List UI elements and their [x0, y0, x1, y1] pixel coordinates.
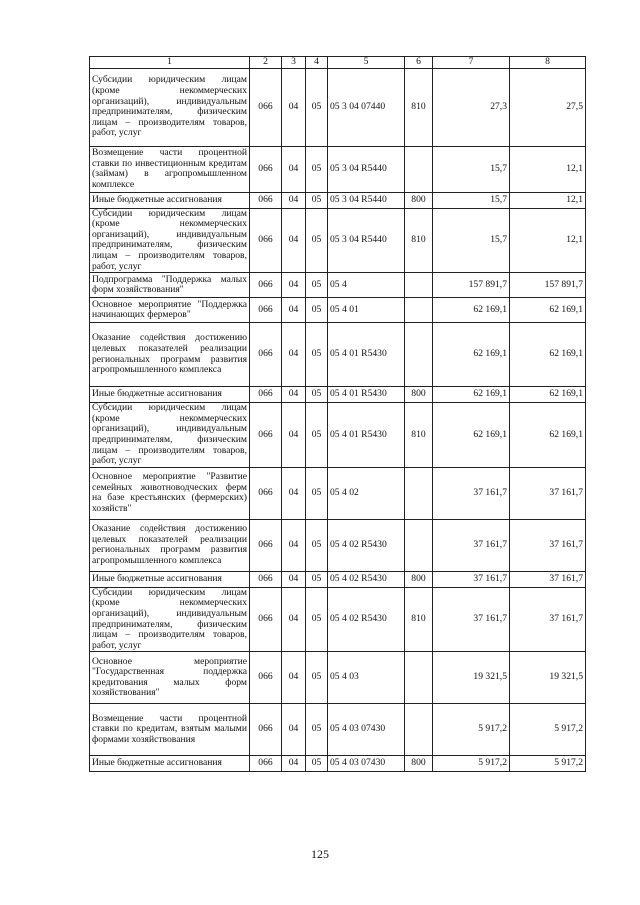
amount-year2-cell: 62 169,1 — [510, 387, 586, 403]
row-name-cell: Возмещение части процентной ставки по кредитам, взятым малыми формами хозяйствования — [90, 704, 250, 756]
table-row — [90, 519, 586, 571]
grbs-code-cell: 066 — [250, 519, 282, 571]
section-code-cell: 04 — [282, 756, 306, 772]
row-name-cell: Иные бюджетные ассигнования — [90, 387, 250, 403]
section-code-cell: 04 — [282, 323, 306, 387]
table-header-row — [90, 57, 586, 69]
table-row — [90, 704, 586, 756]
amount-year1-cell: 27,3 — [433, 68, 510, 146]
amount-year1-cell: 37 161,7 — [433, 519, 510, 571]
expense-type-cell: 800 — [405, 192, 433, 208]
budget-table — [89, 56, 586, 772]
amount-year1-cell: 15,7 — [433, 192, 510, 208]
target-article-cell: 05 4 01 — [328, 298, 405, 323]
table-row — [90, 298, 586, 323]
table-row — [90, 68, 586, 146]
section-code-cell: 04 — [282, 68, 306, 146]
row-name-cell: Субсидии юридическим лицам (кроме некоммерческих организаций), индивидуальным предпринимателям, физическим лицам – производителям товаров, работ, услуг — [90, 403, 250, 468]
expense-type-cell — [405, 298, 433, 323]
subsection-code-cell: 05 — [306, 467, 328, 519]
table-body — [90, 68, 586, 772]
target-article-cell: 05 3 04 07440 — [328, 68, 405, 146]
expense-type-cell: 800 — [405, 571, 433, 587]
section-code-cell: 04 — [282, 273, 306, 298]
amount-year2-cell: 12,1 — [510, 208, 586, 273]
subsection-code-cell: 05 — [306, 519, 328, 571]
expense-type-cell: 800 — [405, 756, 433, 772]
amount-year1-cell: 37 161,7 — [433, 587, 510, 652]
subsection-code-cell: 05 — [306, 704, 328, 756]
row-name-cell: Основное мероприятие "Государственная поддержка кредитования малых форм хозяйствования" — [90, 652, 250, 704]
amount-year2-cell: 62 169,1 — [510, 298, 586, 323]
header-cell-6: 6 — [405, 57, 433, 69]
section-code-cell: 04 — [282, 519, 306, 571]
table-row — [90, 467, 586, 519]
amount-year1-cell: 37 161,7 — [433, 467, 510, 519]
amount-year2-cell: 37 161,7 — [510, 467, 586, 519]
table-row — [90, 192, 586, 208]
amount-year1-cell: 5 917,2 — [433, 756, 510, 772]
target-article-cell: 05 4 01 R5430 — [328, 387, 405, 403]
row-name-cell: Иные бюджетные ассигнования — [90, 192, 250, 208]
header-cell-4: 4 — [306, 57, 328, 69]
subsection-code-cell: 05 — [306, 192, 328, 208]
expense-type-cell: 810 — [405, 68, 433, 146]
subsection-code-cell: 05 — [306, 68, 328, 146]
subsection-code-cell: 05 — [306, 387, 328, 403]
expense-type-cell: 810 — [405, 587, 433, 652]
expense-type-cell — [405, 467, 433, 519]
target-article-cell: 05 4 02 R5430 — [328, 571, 405, 587]
header-cell-5: 5 — [328, 57, 405, 69]
subsection-code-cell: 05 — [306, 652, 328, 704]
header-cell-1: 1 — [90, 57, 250, 69]
amount-year2-cell: 27,5 — [510, 68, 586, 146]
amount-year2-cell: 5 917,2 — [510, 756, 586, 772]
amount-year1-cell: 62 169,1 — [433, 403, 510, 468]
grbs-code-cell: 066 — [250, 323, 282, 387]
row-name-cell: Оказание содействия достижению целевых показателей реализации региональных программ развития агропромышленного комплекса — [90, 519, 250, 571]
target-article-cell: 05 3 04 R5440 — [328, 146, 405, 192]
amount-year1-cell: 62 169,1 — [433, 298, 510, 323]
row-name-cell: Иные бюджетные ассигнования — [90, 571, 250, 587]
target-article-cell: 05 4 03 07430 — [328, 704, 405, 756]
grbs-code-cell: 066 — [250, 273, 282, 298]
row-name-cell: Оказание содействия достижению целевых показателей реализации региональных программ развития агропромышленного комплекса — [90, 323, 250, 387]
table-row — [90, 146, 586, 192]
expense-type-cell — [405, 519, 433, 571]
grbs-code-cell: 066 — [250, 68, 282, 146]
section-code-cell: 04 — [282, 652, 306, 704]
grbs-code-cell: 066 — [250, 208, 282, 273]
row-name-cell: Иные бюджетные ассигнования — [90, 756, 250, 772]
target-article-cell: 05 4 02 — [328, 467, 405, 519]
grbs-code-cell: 066 — [250, 756, 282, 772]
amount-year2-cell: 12,1 — [510, 192, 586, 208]
section-code-cell: 04 — [282, 587, 306, 652]
amount-year2-cell: 37 161,7 — [510, 571, 586, 587]
expense-type-cell — [405, 652, 433, 704]
subsection-code-cell: 05 — [306, 756, 328, 772]
expense-type-cell — [405, 273, 433, 298]
grbs-code-cell: 066 — [250, 146, 282, 192]
amount-year2-cell: 12,1 — [510, 146, 586, 192]
table-row — [90, 387, 586, 403]
grbs-code-cell: 066 — [250, 571, 282, 587]
section-code-cell: 04 — [282, 704, 306, 756]
amount-year1-cell: 62 169,1 — [433, 323, 510, 387]
expense-type-cell — [405, 323, 433, 387]
grbs-code-cell: 066 — [250, 192, 282, 208]
section-code-cell: 04 — [282, 208, 306, 273]
section-code-cell: 04 — [282, 298, 306, 323]
grbs-code-cell: 066 — [250, 587, 282, 652]
row-name-cell: Субсидии юридическим лицам (кроме некоммерческих организаций), индивидуальным предпринимателям, физическим лицам – производителям товаров, работ, услуг — [90, 68, 250, 146]
subsection-code-cell: 05 — [306, 571, 328, 587]
amount-year1-cell: 5 917,2 — [433, 704, 510, 756]
amount-year2-cell: 62 169,1 — [510, 323, 586, 387]
amount-year2-cell: 19 321,5 — [510, 652, 586, 704]
target-article-cell: 05 3 04 R5440 — [328, 208, 405, 273]
grbs-code-cell: 066 — [250, 403, 282, 468]
amount-year1-cell: 157 891,7 — [433, 273, 510, 298]
row-name-cell: Субсидии юридическим лицам (кроме некоммерческих организаций), индивидуальным предпринимателям, физическим лицам – производителям товаров, работ, услуг — [90, 587, 250, 652]
subsection-code-cell: 05 — [306, 298, 328, 323]
grbs-code-cell: 066 — [250, 652, 282, 704]
amount-year2-cell: 37 161,7 — [510, 587, 586, 652]
table-row — [90, 587, 586, 652]
target-article-cell: 05 4 03 07430 — [328, 756, 405, 772]
amount-year2-cell: 37 161,7 — [510, 519, 586, 571]
table-row — [90, 403, 586, 468]
amount-year1-cell: 19 321,5 — [433, 652, 510, 704]
subsection-code-cell: 05 — [306, 587, 328, 652]
amount-year1-cell: 62 169,1 — [433, 387, 510, 403]
table-row — [90, 208, 586, 273]
subsection-code-cell: 05 — [306, 323, 328, 387]
amount-year1-cell: 15,7 — [433, 208, 510, 273]
target-article-cell: 05 4 03 — [328, 652, 405, 704]
amount-year2-cell: 5 917,2 — [510, 704, 586, 756]
header-cell-7: 7 — [433, 57, 510, 69]
target-article-cell: 05 4 01 R5430 — [328, 323, 405, 387]
target-article-cell: 05 4 02 R5430 — [328, 587, 405, 652]
row-name-cell: Субсидии юридическим лицам (кроме некоммерческих организаций), индивидуальным предпринимателям, физическим лицам – производителям товаров, работ, услуг — [90, 208, 250, 273]
expense-type-cell: 800 — [405, 387, 433, 403]
expense-type-cell: 810 — [405, 208, 433, 273]
target-article-cell: 05 3 04 R5440 — [328, 192, 405, 208]
subsection-code-cell: 05 — [306, 208, 328, 273]
target-article-cell: 05 4 — [328, 273, 405, 298]
subsection-code-cell: 05 — [306, 403, 328, 468]
subsection-code-cell: 05 — [306, 273, 328, 298]
section-code-cell: 04 — [282, 146, 306, 192]
expense-type-cell: 810 — [405, 403, 433, 468]
amount-year1-cell: 15,7 — [433, 146, 510, 192]
page-number: 125 — [311, 847, 329, 861]
row-name-cell: Основное мероприятие "Поддержка начинающих фермеров" — [90, 298, 250, 323]
row-name-cell: Основное мероприятие "Развитие семейных животноводческих ферм на базе крестьянских (фермерских) хозяйств" — [90, 467, 250, 519]
amount-year1-cell: 37 161,7 — [433, 571, 510, 587]
table-row — [90, 323, 586, 387]
header-cell-3: 3 — [282, 57, 306, 69]
table-row — [90, 652, 586, 704]
expense-type-cell — [405, 146, 433, 192]
section-code-cell: 04 — [282, 387, 306, 403]
expense-type-cell — [405, 704, 433, 756]
header-cell-2: 2 — [250, 57, 282, 69]
grbs-code-cell: 066 — [250, 704, 282, 756]
target-article-cell: 05 4 02 R5430 — [328, 519, 405, 571]
header-cell-8: 8 — [510, 57, 586, 69]
grbs-code-cell: 066 — [250, 467, 282, 519]
table-row — [90, 571, 586, 587]
table-row — [90, 756, 586, 772]
amount-year2-cell: 62 169,1 — [510, 403, 586, 468]
amount-year2-cell: 157 891,7 — [510, 273, 586, 298]
section-code-cell: 04 — [282, 403, 306, 468]
row-name-cell: Возмещение части процентной ставки по инвестиционным кредитам (займам) в агропромышленном комплексе — [90, 146, 250, 192]
subsection-code-cell: 05 — [306, 146, 328, 192]
section-code-cell: 04 — [282, 571, 306, 587]
section-code-cell: 04 — [282, 192, 306, 208]
section-code-cell: 04 — [282, 467, 306, 519]
target-article-cell: 05 4 01 R5430 — [328, 403, 405, 468]
table-row — [90, 273, 586, 298]
grbs-code-cell: 066 — [250, 387, 282, 403]
grbs-code-cell: 066 — [250, 298, 282, 323]
row-name-cell: Подпрограмма "Поддержка малых форм хозяйствования" — [90, 273, 250, 298]
